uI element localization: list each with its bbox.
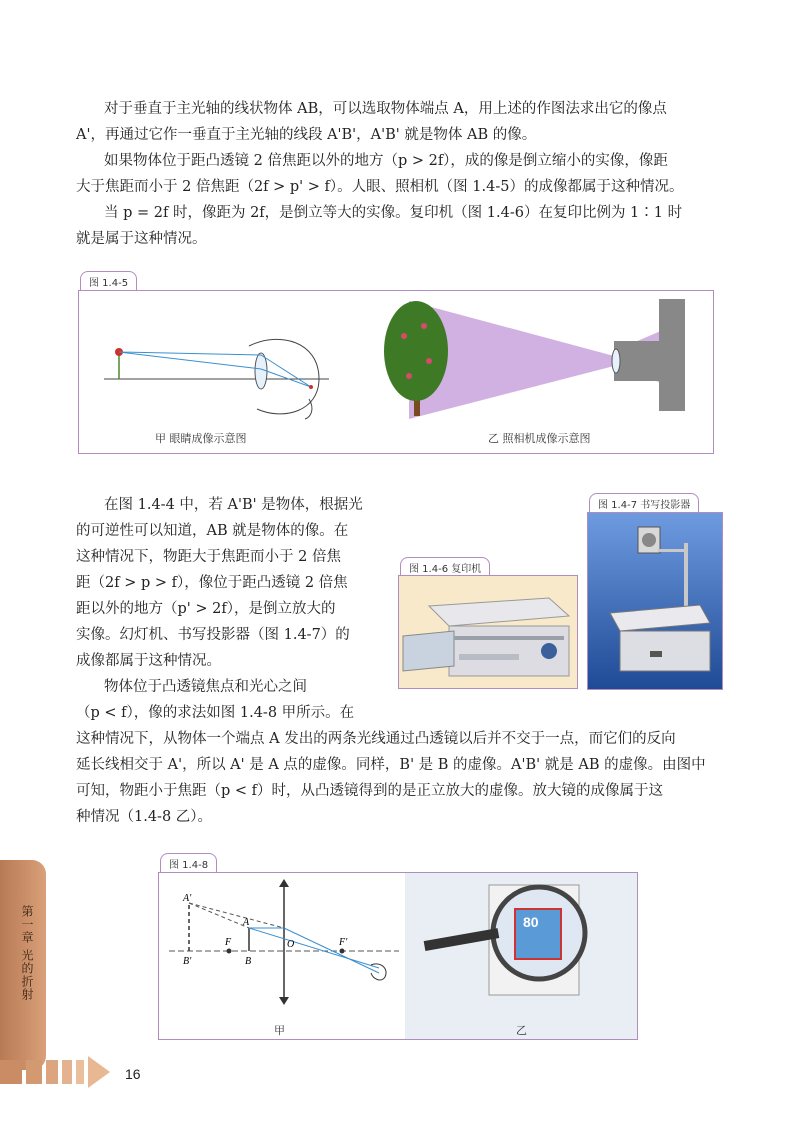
label-f: F (225, 937, 232, 948)
figure-1-4-7 (587, 512, 723, 690)
footer-arrow (0, 1052, 120, 1092)
paragraph-line: 大于焦距而小于 2 倍焦距（2f > p' > f）。人眼、照相机（图 1.4-5）的成像都属于这种情况。 (76, 179, 684, 195)
paragraph-line: 距以外的地方（p' > 2f），是倒立放大的 (76, 601, 336, 617)
camera-icon (612, 299, 685, 411)
paragraph-line: 延长线相交于 A'，所以 A' 是 A 点的虚像。同样，B' 是 B 的虚像。A'B' 就是 AB 的虚像。由图中 (76, 757, 706, 773)
focal-point (340, 949, 345, 954)
figure-caption: 甲 眼睛成像示意图 (155, 432, 247, 445)
focal-point (227, 949, 232, 954)
light-ray (249, 928, 379, 968)
magnifier-diagram (159, 873, 637, 1039)
label-b-prime: B' (183, 956, 192, 967)
chapter-title: 第一章 光的折射 (20, 905, 34, 1001)
page-number: 16 (125, 1066, 141, 1082)
copier-icon (399, 576, 577, 688)
label-a: A (243, 917, 250, 928)
paragraph-line: 距（2f > p > f），像位于距凸透镜 2 倍焦 (76, 575, 348, 591)
paragraph-line: 物体位于凸透镜焦点和光心之间 (104, 679, 307, 695)
label-a-prime: A' (183, 893, 192, 904)
paragraph-line: 可知，物距小于焦距（p < f）时，从凸透镜得到的是正立放大的虚像。放大镜的成像属于这 (76, 783, 664, 799)
projector-icon (588, 513, 722, 689)
light-ray (261, 369, 311, 387)
paragraph-line: 对于垂直于主光轴的线状物体 AB，可以选取物体端点 A，用上述的作图法求出它的像点 (104, 101, 667, 117)
paragraph-line: 当 p = 2f 时，像距为 2f，是倒立等大的实像。复印机（图 1.4-6）在复印比例为 1∶1 时 (104, 205, 683, 221)
extension-line (189, 903, 249, 928)
figure-label: 图 1.4-5 (80, 271, 137, 291)
paragraph-line: 实像。幻灯机、书写投影器（图 1.4-7）的 (76, 627, 350, 643)
paragraph-line: 成像都属于这种情况。 (76, 653, 221, 669)
figure-1-4-8 (158, 872, 638, 1040)
label-b: B (245, 956, 252, 967)
paragraph-line: 这种情况下，物距大于焦距而小于 2 倍焦 (76, 549, 341, 565)
image-point (309, 385, 313, 389)
figure-caption: 乙 照相机成像示意图 (488, 432, 591, 445)
paragraph-line: 的可逆性可以知道，AB 就是物体的像。在 (76, 523, 349, 539)
light-ray (261, 355, 311, 387)
eye-camera-diagram (79, 291, 713, 453)
figure-caption: 乙 (516, 1024, 527, 1037)
extension-line (189, 903, 284, 928)
paragraph-line: （p < f），像的求法如图 1.4-8 甲所示。在 (76, 705, 355, 721)
paragraph-line: 如果物体位于距凸透镜 2 倍焦距以外的地方（p > 2f），成的像是倒立缩小的实像，像距 (104, 153, 668, 169)
figure-caption: 甲 (274, 1024, 285, 1037)
figure-1-4-6 (398, 575, 578, 689)
paragraph-line: 在图 1.4-4 中，若 A'B' 是物体，根据光 (104, 497, 363, 513)
figure-label: 图 1.4-8 (160, 853, 217, 873)
paragraph-line: 种情况（1.4-8 乙）。 (76, 809, 213, 825)
stamp-value: 80 (523, 914, 539, 930)
label-o: O (287, 939, 295, 950)
paragraph-line: 这种情况下，从物体一个端点 A 发出的两条光线通过凸透镜以后并不交于一点，而它们的反向 (76, 731, 676, 747)
paragraph-line: 就是属于这种情况。 (76, 231, 207, 247)
label-f-prime: F' (339, 937, 348, 948)
figure-label: 图 1.4-6 复印机 (400, 557, 490, 577)
figure-label: 图 1.4-7 书写投影器 (589, 493, 699, 513)
paragraph-line: A'，再通过它作一垂直于主光轴的线段 A'B'，A'B' 就是物体 AB 的像。 (76, 127, 537, 143)
